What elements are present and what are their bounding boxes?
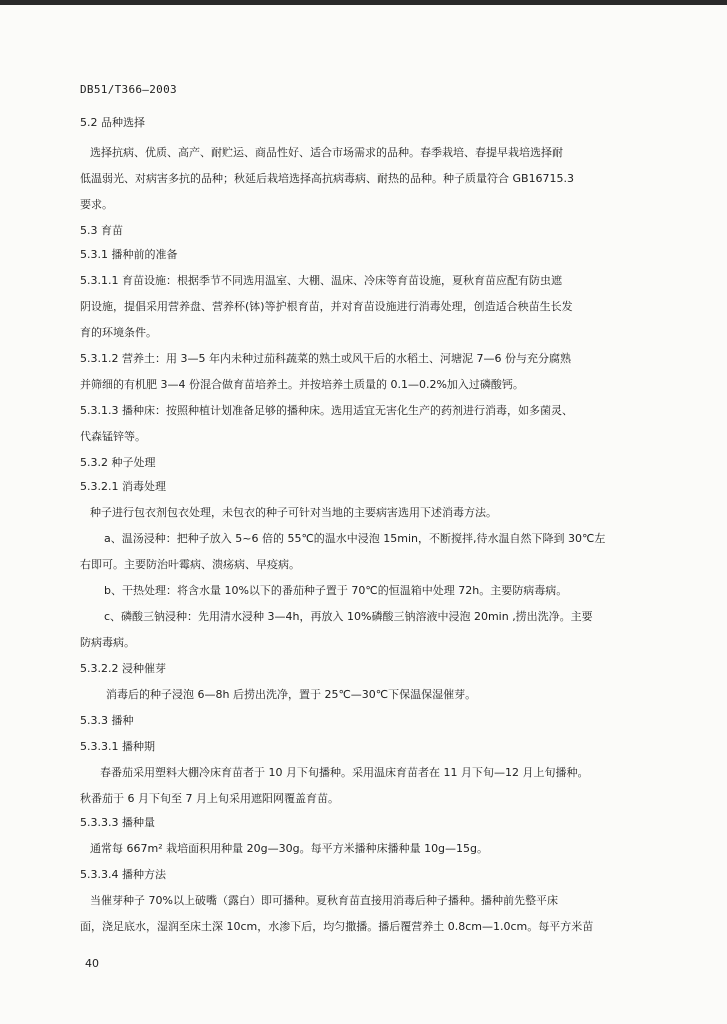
text-line: 种子进行包衣剂包衣处理，未包衣的种子可针对当地的主要病害选用下述消毒方法。 <box>90 506 497 519</box>
text-line: 防病毒病。 <box>80 636 135 649</box>
page-number: 40 <box>85 957 99 970</box>
text-line: 右即可。主要防治叶霉病、溃疡病、早疫病。 <box>80 558 300 571</box>
document-id: DB51/T366—2003 <box>80 83 177 96</box>
text-line: b、干热处理：将含水量 10%以下的番茄种子置于 70℃的恒温箱中处理 72h。主要防病毒病。 <box>104 584 568 597</box>
text-line: 面，浇足底水，湿润至床土深 10cm，水渗下后，均匀撒播。播后覆营养土 0.8cm—1.0cm。每平方米苗 <box>80 920 594 933</box>
text-line: 秋番茄于 6 月下旬至 7 月上旬采用遮阳网覆盖育苗。 <box>80 792 339 805</box>
text-line: 5.3.3 播种 <box>80 714 134 727</box>
text-line: 消毒后的种子浸泡 6—8h 后捞出洗净，置于 25℃—30℃下保温保湿催芽。 <box>106 688 477 701</box>
text-line: 要求。 <box>80 198 113 211</box>
text-line: 代森锰锌等。 <box>80 430 146 443</box>
text-line: 选择抗病、优质、高产、耐贮运、商品性好、适合市场需求的品种。春季栽培、春提早栽培选择耐 <box>90 146 563 159</box>
text-line: 当催芽种子 70%以上破嘴（露白）即可播种。夏秋育苗直接用消毒后种子播种。播种前先整平床 <box>90 894 558 907</box>
text-line: 5.3.3.3 播种量 <box>80 816 155 829</box>
text-line: 育的环境条件。 <box>80 326 157 339</box>
text-line: a、温汤浸种：把种子放入 5~6 倍的 55℃的温水中浸泡 15min，不断搅拌,待水温自然下降到 30℃左 <box>104 532 606 545</box>
text-line: 5.3.3.4 播种方法 <box>80 868 166 881</box>
text-line: 通常每 667m² 栽培面积用种量 20g—30g。每平方米播种床播种量 10g—15g。 <box>90 842 489 855</box>
text-line: 5.2 品种选择 <box>80 116 145 129</box>
text-line: 春番茄采用塑料大棚冷床育苗者于 10 月下旬播种。采用温床育苗者在 11 月下旬—12 月上旬播种。 <box>100 766 589 779</box>
text-line: 5.3.2 种子处理 <box>80 456 156 469</box>
text-line: 阴设施，提倡采用营养盘、营养杯(钵)等护根育苗，并对育苗设施进行消毒处理，创造适合秧苗生长发 <box>80 300 573 313</box>
text-line: 5.3.1.3 播种床：按照种植计划准备足够的播种床。选用适宜无害化生产的药剂进行消毒，如多菌灵、 <box>80 404 573 417</box>
text-line: 5.3.1 播种前的准备 <box>80 248 178 261</box>
text-line: 5.3.2.1 消毒处理 <box>80 480 166 493</box>
text-line: 5.3.1.1 育苗设施：根据季节不同选用温室、大棚、温床、冷床等育苗设施，夏秋育苗应配有防虫遮 <box>80 274 562 287</box>
top-rule <box>0 0 727 5</box>
text-line: 低温弱光、对病害多抗的品种；秋延后栽培选择高抗病毒病、耐热的品种。种子质量符合 GB16715.3 <box>80 172 575 185</box>
text-line: c、磷酸三钠浸种：先用清水浸种 3—4h，再放入 10%磷酸三钠溶液中浸泡 20min ,捞出洗净。主要 <box>104 610 593 623</box>
text-line: 5.3.2.2 浸种催芽 <box>80 662 166 675</box>
text-line: 5.3.1.2 营养土：用 3—5 年内未种过茄科蔬菜的熟土或风干后的水稻土、河塘泥 7—6 份与充分腐熟 <box>80 352 571 365</box>
text-line: 5.3 育苗 <box>80 224 123 237</box>
text-line: 5.3.3.1 播种期 <box>80 740 155 753</box>
text-line: 并筛细的有机肥 3—4 份混合做育苗培养土。并按培养土质量的 0.1—0.2%加入过磷酸钙。 <box>80 378 524 391</box>
